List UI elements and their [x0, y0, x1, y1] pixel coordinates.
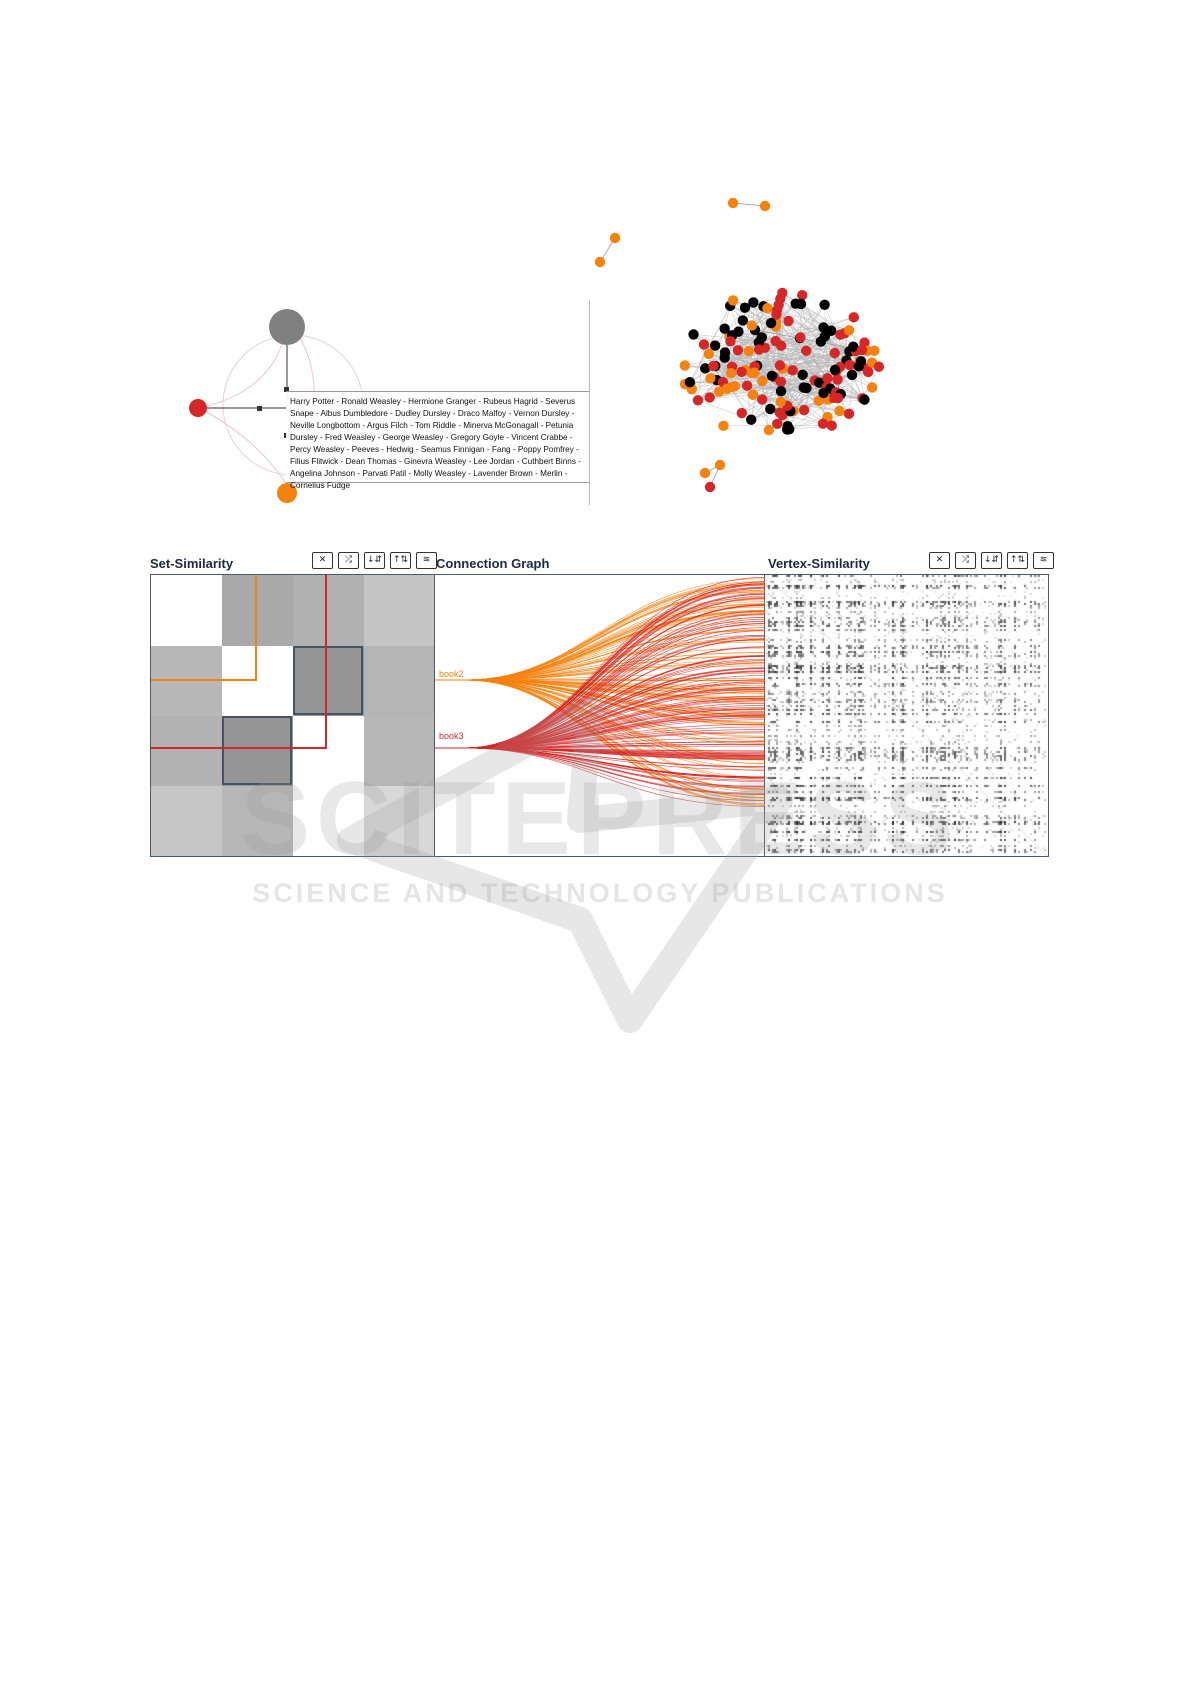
connection-edge: [435, 666, 765, 680]
network-node[interactable]: [705, 482, 715, 492]
network-node[interactable]: [818, 388, 828, 398]
network-node[interactable]: [818, 322, 828, 332]
network-node[interactable]: [859, 394, 869, 404]
sort-descending-icon: ↓⇵: [983, 555, 1000, 565]
layers-button[interactable]: [416, 552, 437, 569]
network-node[interactable]: [610, 233, 620, 243]
network-node[interactable]: [757, 332, 767, 342]
clear-button[interactable]: [312, 552, 333, 569]
network-node[interactable]: [874, 362, 884, 372]
network-node[interactable]: [737, 408, 747, 418]
sort-asc-button[interactable]: [390, 552, 411, 569]
network-node[interactable]: [720, 353, 730, 363]
network-node[interactable]: [738, 315, 748, 325]
network-node[interactable]: [799, 405, 809, 415]
network-node[interactable]: [746, 415, 756, 425]
network-node[interactable]: [834, 406, 844, 416]
close-icon: ✕: [935, 555, 944, 565]
network-node[interactable]: [845, 360, 855, 370]
network-node[interactable]: [776, 386, 786, 396]
set-node-red[interactable]: [189, 399, 207, 417]
connection-graph-title: Connection Graph: [436, 556, 550, 571]
network-node[interactable]: [853, 361, 863, 371]
vertex-similarity-toolbar: [929, 552, 1054, 569]
set-node-gray[interactable]: [269, 309, 305, 345]
network-node[interactable]: [820, 331, 830, 341]
network-node[interactable]: [766, 318, 776, 328]
network-node[interactable]: [728, 198, 738, 208]
network-node[interactable]: [744, 346, 754, 356]
network-node[interactable]: [749, 367, 759, 377]
network-node[interactable]: [742, 380, 752, 390]
set-similarity-title: Set-Similarity: [150, 556, 234, 571]
network-node[interactable]: [797, 370, 807, 380]
network-node[interactable]: [733, 326, 743, 336]
network-node[interactable]: [775, 397, 785, 407]
network-node[interactable]: [787, 365, 797, 375]
tooltip-text: Harry Potter - Ronald Weasley - Hermione Granger - Rubeus Hagrid - Severus Snape - Albus Dumbledore - Dudley Dursley - Draco Malfoy - Vernon Dursley - Neville Longbottom - Argus Filch - Tom Riddle - Minerva McGonagall - Petunia Dursley - Fred Weasley - George Weasley - Gregory Goyle - Vincent Crabbe - Percy Weasley - Peeves - Hedwig - Seamus Finnigan - Fang - Poppy Pomfrey - Filius Flitwick - Dean Thomas - Ginevra Weasley - Lee Jordan - Cuthbert Binns - Angelina Johnson - Parvati Patil - Molly Weasley - Lavender Brown - Merlin - Cornelius Fudge: [290, 397, 581, 490]
sort-descending-icon: ↓⇵: [366, 555, 383, 565]
network-node[interactable]: [818, 418, 828, 428]
set-arc: [199, 408, 290, 490]
network-node[interactable]: [700, 468, 710, 478]
matrix-cell[interactable]: [222, 575, 293, 646]
network-node[interactable]: [718, 421, 728, 431]
book2-label: book2: [439, 669, 464, 679]
network-node[interactable]: [830, 348, 840, 358]
shuffle-icon: ⤮: [344, 555, 353, 565]
network-node[interactable]: [705, 373, 715, 383]
network-node[interactable]: [833, 393, 843, 403]
matrix-cell[interactable]: [151, 575, 222, 646]
network-node[interactable]: [849, 312, 859, 322]
network-node[interactable]: [595, 257, 605, 267]
network-node[interactable]: [733, 345, 743, 355]
network-node[interactable]: [728, 295, 738, 305]
network-node[interactable]: [757, 394, 767, 404]
close-icon: ✕: [318, 555, 327, 565]
network-node[interactable]: [795, 332, 805, 342]
set-link-handle[interactable]: [257, 406, 262, 411]
network-node[interactable]: [790, 298, 800, 308]
network-node[interactable]: [783, 316, 793, 326]
network-node[interactable]: [827, 420, 837, 430]
network-node[interactable]: [725, 336, 735, 346]
network-node[interactable]: [719, 324, 729, 334]
layers-icon: ≋: [1039, 555, 1048, 565]
network-node[interactable]: [801, 346, 811, 356]
network-node[interactable]: [680, 360, 690, 370]
network-node[interactable]: [775, 360, 785, 370]
sort-desc-button[interactable]: [981, 552, 1002, 569]
shuffle-icon: ⤮: [961, 555, 970, 565]
network-node[interactable]: [736, 367, 746, 377]
network-node[interactable]: [748, 297, 758, 307]
network-graph-panel: [615, 190, 935, 510]
network-node[interactable]: [708, 361, 718, 371]
connection-edge: [435, 581, 765, 680]
network-node[interactable]: [776, 377, 786, 387]
network-node[interactable]: [832, 374, 842, 384]
network-node[interactable]: [754, 344, 764, 354]
network-node[interactable]: [764, 425, 774, 435]
shuffle-button[interactable]: [955, 552, 976, 569]
network-node[interactable]: [863, 367, 873, 377]
network-node[interactable]: [844, 409, 854, 419]
network-graph: [615, 190, 935, 510]
network-node[interactable]: [799, 382, 809, 392]
shuffle-button[interactable]: [338, 552, 359, 569]
network-node[interactable]: [757, 376, 767, 386]
sort-asc-button[interactable]: [1007, 552, 1028, 569]
network-node[interactable]: [747, 320, 757, 330]
network-node[interactable]: [726, 368, 736, 378]
sort-desc-button[interactable]: [364, 552, 385, 569]
network-node[interactable]: [762, 303, 772, 313]
network-node[interactable]: [784, 424, 794, 434]
network-node[interactable]: [822, 373, 832, 383]
clear-button[interactable]: [929, 552, 950, 569]
network-node[interactable]: [767, 371, 777, 381]
network-node[interactable]: [722, 384, 732, 394]
network-node[interactable]: [844, 325, 854, 335]
network-node[interactable]: [867, 382, 877, 392]
watermark-title: SCITEPRESS: [240, 761, 960, 877]
member-tooltip: [286, 391, 590, 490]
network-node[interactable]: [777, 288, 787, 298]
network-node[interactable]: [857, 345, 867, 355]
network-node[interactable]: [830, 365, 840, 375]
network-node[interactable]: [705, 392, 715, 402]
layers-button[interactable]: [1033, 552, 1054, 569]
network-node[interactable]: [776, 340, 786, 350]
network-edges: [600, 203, 879, 487]
network-node[interactable]: [819, 300, 829, 310]
network-node[interactable]: [710, 340, 720, 350]
network-node[interactable]: [685, 377, 695, 387]
network-node[interactable]: [765, 404, 775, 414]
set-similarity-toolbar: [312, 552, 437, 569]
book3-label: book3: [439, 731, 464, 741]
set-overview-panel: [170, 290, 590, 505]
sort-ascending-icon: ↑⇅: [392, 555, 409, 565]
network-node[interactable]: [704, 349, 714, 359]
matrix-cell[interactable]: [293, 575, 364, 646]
network-node[interactable]: [715, 460, 725, 470]
layers-icon: ≋: [422, 555, 431, 565]
network-node[interactable]: [693, 395, 703, 405]
network-node[interactable]: [748, 390, 758, 400]
vertex-similarity-title: Vertex-Similarity: [768, 556, 870, 571]
network-node[interactable]: [847, 370, 857, 380]
divider: [589, 300, 590, 505]
network-node[interactable]: [772, 305, 782, 315]
network-node[interactable]: [688, 329, 698, 339]
matrix-cell[interactable]: [364, 575, 434, 646]
network-node[interactable]: [772, 419, 782, 429]
sort-ascending-icon: ↑⇅: [1009, 555, 1026, 565]
network-node[interactable]: [699, 339, 709, 349]
network-node[interactable]: [760, 201, 770, 211]
watermark-subtitle: SCIENCE AND TECHNOLOGY PUBLICATIONS: [252, 878, 948, 908]
